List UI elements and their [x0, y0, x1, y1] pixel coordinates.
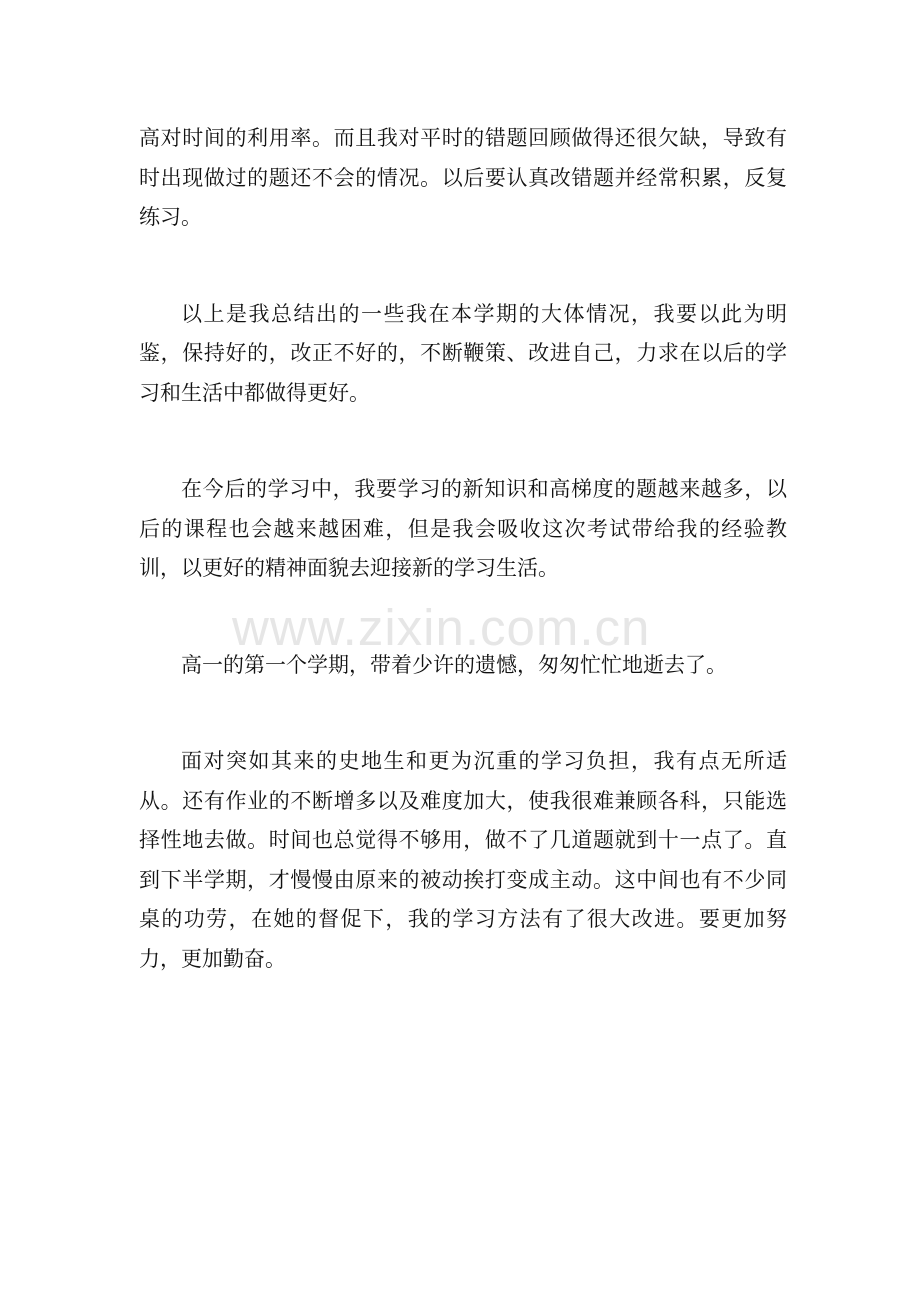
document-body [139, 119, 787, 1036]
paragraph-4: 高一的第一个学期，带着少许的遗憾，匆匆忙忙地逝去了。 [181, 652, 727, 677]
watermark: www.zixin.com.cn [232, 599, 651, 656]
paragraph-2: 以上是我总结出的一些我在本学期的大体情况，我要以此为明鉴，保持好的，改正不好的，不断鞭策、改进自己，力求在以后的学习和生活中都做得更好。 [139, 301, 787, 405]
paragraph-5: 面对突如其来的史地生和更为沉重的学习负担，我有点无所适从。还有作业的不断增多以及难度加大，使我很难兼顾各科，只能选择性地去做。时间也总觉得不够用，做不了几道题就到十一点了。直到下半学期，才慢慢由原来的被动挨打变成主动。这中间也有不少同桌的功劳，在她的督促下，我的学习方法有了很大改进。要更加努力，更加勤奋。 [139, 749, 787, 971]
paragraph-1: 高对时间的利用率。而且我对平时的错题回顾做得还很欠缺，导致有时出现做过的题还不会的情况。以后要认真改错题并经常积累，反复练习。 [139, 126, 787, 229]
paragraph-3: 在今后的学习中，我要学习的新知识和高梯度的题越来越多，以后的课程也会越来越困难，但是我会吸收这次考试带给我的经验教训，以更好的精神面貌去迎接新的学习生活。 [139, 477, 787, 580]
